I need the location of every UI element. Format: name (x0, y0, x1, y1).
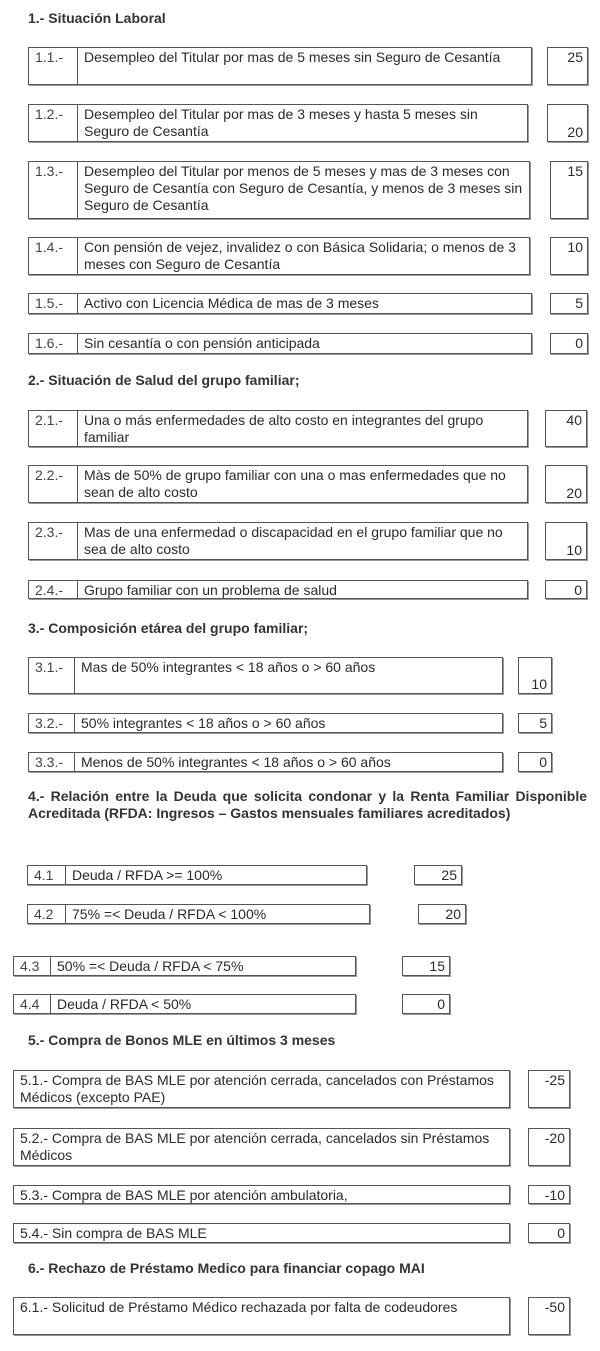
score-box (545, 522, 587, 560)
section-heading: 3.- Composición etárea del grupo familiar; (28, 620, 309, 636)
criterion-row (28, 580, 528, 599)
criterion-row (13, 1128, 510, 1166)
criterion-text: Deuda / RFDA >= 100% (72, 867, 223, 883)
criterion-row (28, 161, 530, 219)
criterion-row (28, 752, 503, 772)
criterion-number: 2.1.- (29, 411, 78, 446)
criterion-number: 3.3.- (29, 753, 75, 771)
criterion-text: Grupo familiar con un problema de salud (84, 582, 337, 598)
criterion-number: 4.3 (14, 957, 51, 975)
criterion-row (13, 1297, 510, 1335)
score-value: 20 (567, 124, 583, 140)
criterion-text: 5.3.- Compra de BAS MLE por atención ambulatoria, (20, 1187, 348, 1203)
criterion-number: 4.4 (14, 995, 51, 1013)
criterion-text: Activo con Licencia Médica de mas de 3 meses (84, 295, 379, 311)
criterion-text: 50% integrantes < 18 años o > 60 años (81, 715, 326, 731)
score-value: 20 (566, 485, 582, 501)
score-box (402, 956, 450, 976)
criterion-number: 1.1.- (29, 48, 78, 84)
score-box (402, 994, 450, 1014)
score-box (518, 657, 552, 694)
section-heading: 2.- Situación de Salud del grupo familiar; (28, 372, 300, 388)
criterion-row (28, 104, 528, 142)
criterion-number: 1.4.- (29, 238, 78, 274)
score-box (418, 904, 466, 924)
score-value: 25 (567, 49, 583, 65)
criterion-number: 2.3.- (29, 523, 78, 559)
criterion-row (27, 904, 370, 924)
score-value: -25 (544, 1072, 565, 1088)
score-value: -50 (544, 1299, 565, 1315)
criterion-row (13, 1070, 510, 1108)
score-box (545, 580, 587, 599)
section-heading: 6.- Rechazo de Préstamo Medico para financiar copago MAI (28, 1260, 425, 1276)
criterion-text: Una o más enfermedades de alto costo en integrantes del grupo familiar (84, 412, 484, 445)
criterion-text: Desempleo del Titular por menos de 5 meses y mas de 3 meses con Seguro de Cesantía con Seguro de Cesantía, y menos de 3 meses sin Seguro de Cesantía (84, 163, 523, 213)
score-box (518, 752, 552, 772)
section-heading: 5.- Compra de Bonos MLE en últimos 3 meses (28, 1032, 336, 1048)
criterion-row (28, 47, 532, 85)
score-box (545, 465, 587, 503)
score-value: 0 (557, 1225, 565, 1241)
criterion-row (13, 1223, 510, 1243)
score-box (547, 104, 588, 142)
score-box (528, 1223, 570, 1243)
criterion-row (28, 293, 532, 314)
score-box (528, 1070, 570, 1108)
criterion-text: 5.1.- Compra de BAS MLE por atención cerrada, cancelados con Préstamos Médicos (excepto PAE) (20, 1072, 494, 1105)
criterion-row (27, 865, 367, 885)
score-value: 25 (441, 867, 457, 883)
score-box (545, 410, 587, 447)
criterion-text: Mas de 50% integrantes < 18 años o > 60 años (81, 659, 376, 675)
criterion-number: 1.3.- (29, 162, 78, 218)
score-value: 40 (566, 412, 582, 428)
criterion-row (13, 994, 356, 1014)
criterion-number: 1.6.- (29, 334, 78, 353)
score-value: 15 (567, 163, 583, 179)
score-value: 0 (437, 996, 445, 1012)
criterion-row (28, 657, 503, 694)
criterion-row (28, 333, 532, 354)
score-value: 10 (566, 542, 582, 558)
section-heading: 4.- Relación entre la Deuda que solicita condonar y la Renta Familiar Disponible Acreditada (RFDA: Ingresos – Gastos mensuales familiares acreditados) (28, 788, 587, 821)
criterion-text: 6.1.- Solicitud de Préstamo Médico rechazada por falta de codeudores (20, 1299, 458, 1315)
score-value: 10 (567, 239, 583, 255)
criterion-number: 4.2 (28, 905, 66, 923)
criterion-number: 4.1 (28, 866, 66, 884)
criterion-text: Màs de 50% de grupo familiar con una o mas enfermedades que no sean de alto costo (84, 467, 506, 500)
criterion-row (28, 465, 528, 503)
score-box (528, 1297, 570, 1335)
criterion-text: Menos de 50% integrantes < 18 años o > 60 años (81, 754, 391, 770)
criterion-row (28, 237, 530, 275)
criterion-text: 5.4.- Sin compra de BAS MLE (20, 1225, 207, 1241)
criterion-number: 1.5.- (29, 294, 78, 313)
score-box (518, 713, 552, 733)
score-value: 10 (531, 676, 547, 692)
score-value: 0 (574, 582, 582, 598)
criterion-text: 50% =< Deuda / RFDA < 75% (57, 958, 244, 974)
criterion-text: 75% =< Deuda / RFDA < 100% (72, 906, 267, 922)
criterion-row (28, 410, 528, 447)
criterion-text: Con pensión de vejez, invalidez o con Básica Solidaria; o menos de 3 meses con Seguro de Cesantía (84, 239, 516, 272)
score-value: 20 (445, 906, 461, 922)
criterion-number: 1.2.- (29, 105, 78, 141)
score-value: 5 (575, 295, 583, 311)
score-value: -10 (544, 1187, 565, 1203)
score-box (528, 1128, 570, 1166)
criterion-number: 2.4.- (29, 581, 78, 598)
criterion-row (28, 713, 503, 733)
criterion-text: Deuda / RFDA < 50% (57, 996, 192, 1012)
section-heading: 1.- Situación Laboral (28, 10, 166, 26)
score-box (550, 333, 588, 354)
score-box (528, 1185, 570, 1204)
criterion-number: 3.1.- (29, 658, 75, 693)
score-box (550, 161, 588, 219)
criterion-number: 3.2.- (29, 714, 75, 732)
score-box (550, 237, 588, 275)
score-value: 0 (575, 335, 583, 351)
score-value: 5 (539, 715, 547, 731)
score-value: 15 (429, 958, 445, 974)
criterion-number: 2.2.- (29, 466, 78, 502)
score-value: 0 (539, 754, 547, 770)
score-box (547, 47, 588, 85)
criterion-text: 5.2.- Compra de BAS MLE por atención cerrada, cancelados sin Préstamos Médicos (20, 1130, 490, 1163)
score-box (414, 865, 462, 885)
criterion-text: Desempleo del Titular por mas de 5 meses sin Seguro de Cesantía (84, 49, 501, 65)
criterion-text: Sin cesantía o con pensión anticipada (84, 335, 320, 351)
criterion-row (13, 1185, 510, 1204)
score-box (550, 293, 588, 314)
score-value: -20 (544, 1130, 565, 1146)
criterion-row (13, 956, 356, 976)
criterion-text: Mas de una enfermedad o discapacidad en el grupo familiar que no sea de alto costo (84, 524, 503, 557)
criterion-text: Desempleo del Titular por mas de 3 meses y hasta 5 meses sin Seguro de Cesantía (84, 106, 478, 139)
criterion-row (28, 522, 528, 560)
